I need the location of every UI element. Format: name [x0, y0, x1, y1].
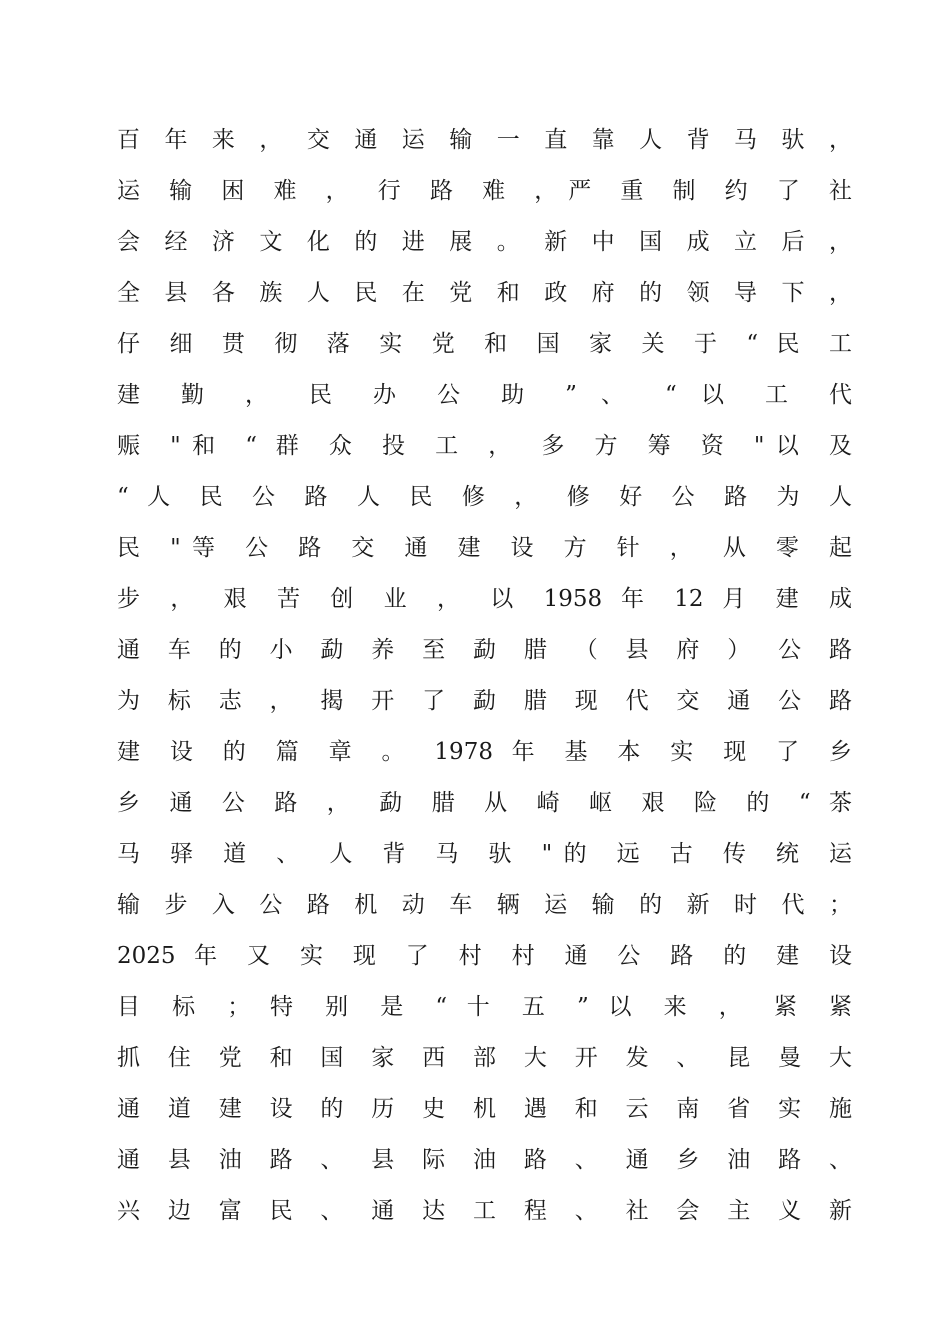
text-line: 输 步 入 公 路 机 动 车 辆 运 输 的 新 时 代 ； [117, 892, 852, 918]
text-line: 通 县 油 路 、 县 际 油 路 、 通 乡 油 路 、 [117, 1147, 852, 1173]
text-line: 运 输 困 难 ， 行 路 难 ，严 重 制 约 了 社 [117, 178, 852, 204]
text-line: 步 ， 艰 苦 创 业 ， 以 1958 年 12 月 建 成 [117, 586, 852, 612]
text-line: 建 设 的 篇 章 。 1978 年 基 本 实 现 了 乡 [117, 739, 852, 765]
text-line: 目 标 ； 特 别 是 “ 十 五 ” 以 来 ， 紧 紧 [117, 994, 852, 1020]
text-line: 建 勤 ， 民 办 公 助 ” 、 “ 以 工 代 [117, 382, 852, 408]
text-line: 通 道 建 设 的 历 史 机 遇 和 云 南 省 实 施 [117, 1096, 852, 1122]
text-line: 乡 通 公 路 ， 勐 腊 从 崎 岖 艰 险 的 “ 茶 [117, 790, 852, 816]
text-line: 百 年 来 ， 交 通 运 输 一 直 靠 人 背 马 驮 ， [117, 127, 852, 153]
text-line: 赈 "和 “ 群 众 投 工 ， 多 方 筹 资 "以 及 [117, 433, 852, 459]
text-line: 仔 细 贯 彻 落 实 党 和 国 家 关 于 “ 民 工 [117, 331, 852, 357]
text-line: 马 驿 道 、 人 背 马 驮 "的 远 古 传 统 运 [117, 841, 852, 867]
text-line: 兴 边 富 民 、 通 达 工 程 、 社 会 主 义 新 [117, 1198, 852, 1224]
text-line: 会 经 济 文 化 的 进 展 。 新 中 国 成 立 后 ， [117, 229, 852, 255]
body-text [117, 118, 852, 1240]
text-line: “ 人 民 公 路 人 民 修 ， 修 好 公 路 为 人 [117, 484, 852, 510]
text-line: 2025 年 又 实 现 了 村 村 通 公 路 的 建 设 [117, 943, 852, 969]
text-line: 民 "等 公 路 交 通 建 设 方 针 ， 从 零 起 [117, 535, 852, 561]
text-line: 抓 住 党 和 国 家 西 部 大 开 发 、 昆 曼 大 [117, 1045, 852, 1071]
text-line: 为 标 志 ， 揭 开 了 勐 腊 现 代 交 通 公 路 [117, 688, 852, 714]
text-line: 全 县 各 族 人 民 在 党 和 政 府 的 领 导 下 ， [117, 280, 852, 306]
text-line: 通 车 的 小 勐 养 至 勐 腊 （ 县 府 ） 公 路 [117, 637, 852, 663]
